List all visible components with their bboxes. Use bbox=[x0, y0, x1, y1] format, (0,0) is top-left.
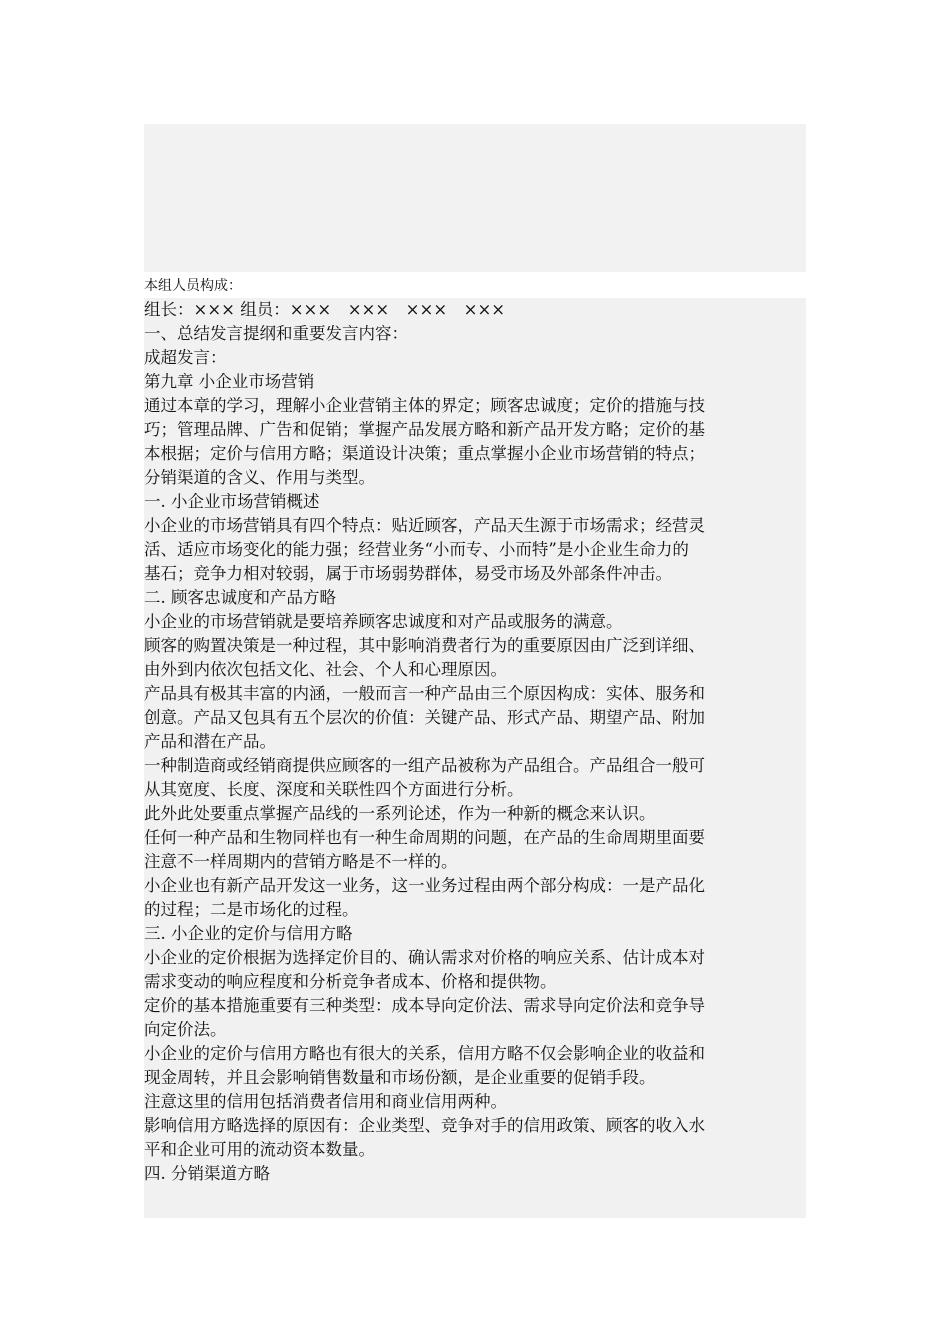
text-line: 三. 小企业的定价与信用方略 bbox=[144, 924, 353, 943]
text-line: 注意这里的信用包括消费者信用和商业信用两种。 bbox=[144, 1092, 507, 1111]
text-line: 成超发言： bbox=[144, 348, 227, 367]
text-line: 分销渠道的含义、作用与类型。 bbox=[144, 468, 375, 487]
text-line: 活、适应市场变化的能力强；经营业务“小而专、小而特”是小企业生命力的 bbox=[144, 540, 689, 559]
text-line: 小企业的市场营销具有四个特点：贴近顾客，产品天生源于市场需求；经营灵 bbox=[144, 516, 705, 535]
text-line: 小企业也有新产品开发这一业务，这一业务过程由两个部分构成：一是产品化 bbox=[144, 876, 705, 895]
text-line: 现金周转，并且会影响销售数量和市场份额，是企业重要的促销手段。 bbox=[144, 1068, 656, 1087]
text-line: 小企业的定价与信用方略也有很大的关系，信用方略不仅会影响企业的收益和 bbox=[144, 1044, 705, 1063]
text-line: 组长：××× 组员：××× ××× ××× ××× bbox=[144, 300, 506, 319]
text-line: 定价的基本措施重要有三种类型：成本导向定价法、需求导向定价法和竞争导 bbox=[144, 996, 705, 1015]
text-line: 巧；管理品牌、广告和促销；掌握产品发展方略和新产品开发方略；定价的基 bbox=[144, 420, 705, 439]
text-line: 此外此处要重点掌握产品线的一系列论述，作为一种新的概念来认识。 bbox=[144, 804, 656, 823]
text-line: 通过本章的学习，理解小企业营销主体的界定；顾客忠诚度；定价的措施与技 bbox=[144, 396, 705, 415]
text-line: 平和企业可用的流动资本数量。 bbox=[144, 1140, 375, 1159]
blank-header-block bbox=[144, 124, 806, 272]
text-line: 的过程；二是市场化的过程。 bbox=[144, 900, 359, 919]
text-line: 需求变动的响应程度和分析竞争者成本、价格和提供物。 bbox=[144, 972, 557, 991]
text-line: 一、总结发言提纲和重要发言内容： bbox=[144, 324, 408, 343]
text-line: 二. 顾客忠诚度和产品方略 bbox=[144, 588, 336, 607]
document-body bbox=[144, 298, 806, 1218]
text-line: 小企业的市场营销就是要培养顾客忠诚度和对产品或服务的满意。 bbox=[144, 612, 623, 631]
text-line: 本根据；定价与信用方略；渠道设计决策；重点掌握小企业市场营销的特点； bbox=[144, 444, 705, 463]
text-line: 注意不一样周期内的营销方略是不一样的。 bbox=[144, 852, 458, 871]
text-line: 产品具有极其丰富的内涵，一般而言一种产品由三个原因构成：实体、服务和 bbox=[144, 684, 705, 703]
text-line: 一. 小企业市场营销概述 bbox=[144, 492, 320, 511]
text-line: 一种制造商或经销商提供应顾客的一组产品被称为产品组合。产品组合一般可 bbox=[144, 756, 705, 775]
text-line: 第九章 小企业市场营销 bbox=[144, 372, 315, 391]
text-line: 产品和潜在产品。 bbox=[144, 732, 276, 751]
text-line: 顾客的购置决策是一种过程，其中影响消费者行为的重要原因由广泛到详细、 bbox=[144, 636, 705, 655]
text-line: 任何一种产品和生物同样也有一种生命周期的问题，在产品的生命周期里面要 bbox=[144, 828, 705, 847]
group-members-label: 本组人员构成： bbox=[144, 276, 806, 296]
text-line: 从其宽度、长度、深度和关联性四个方面进行分析。 bbox=[144, 780, 524, 799]
text-line: 向定价法。 bbox=[144, 1020, 227, 1039]
text-line: 小企业的定价根据为选择定价目的、确认需求对价格的响应关系、估计成本对 bbox=[144, 948, 705, 967]
text-line: 由外到内依次包括文化、社会、个人和心理原因。 bbox=[144, 660, 507, 679]
text-line: 创意。产品又包具有五个层次的价值：关键产品、形式产品、期望产品、附加 bbox=[144, 708, 705, 727]
text-line: 影响信用方略选择的原因有：企业类型、竞争对手的信用政策、顾客的收入水 bbox=[144, 1116, 705, 1135]
text-line: 基石；竞争力相对较弱，属于市场弱势群体，易受市场及外部条件冲击。 bbox=[144, 564, 672, 583]
text-line: 四. 分销渠道方略 bbox=[144, 1164, 270, 1183]
